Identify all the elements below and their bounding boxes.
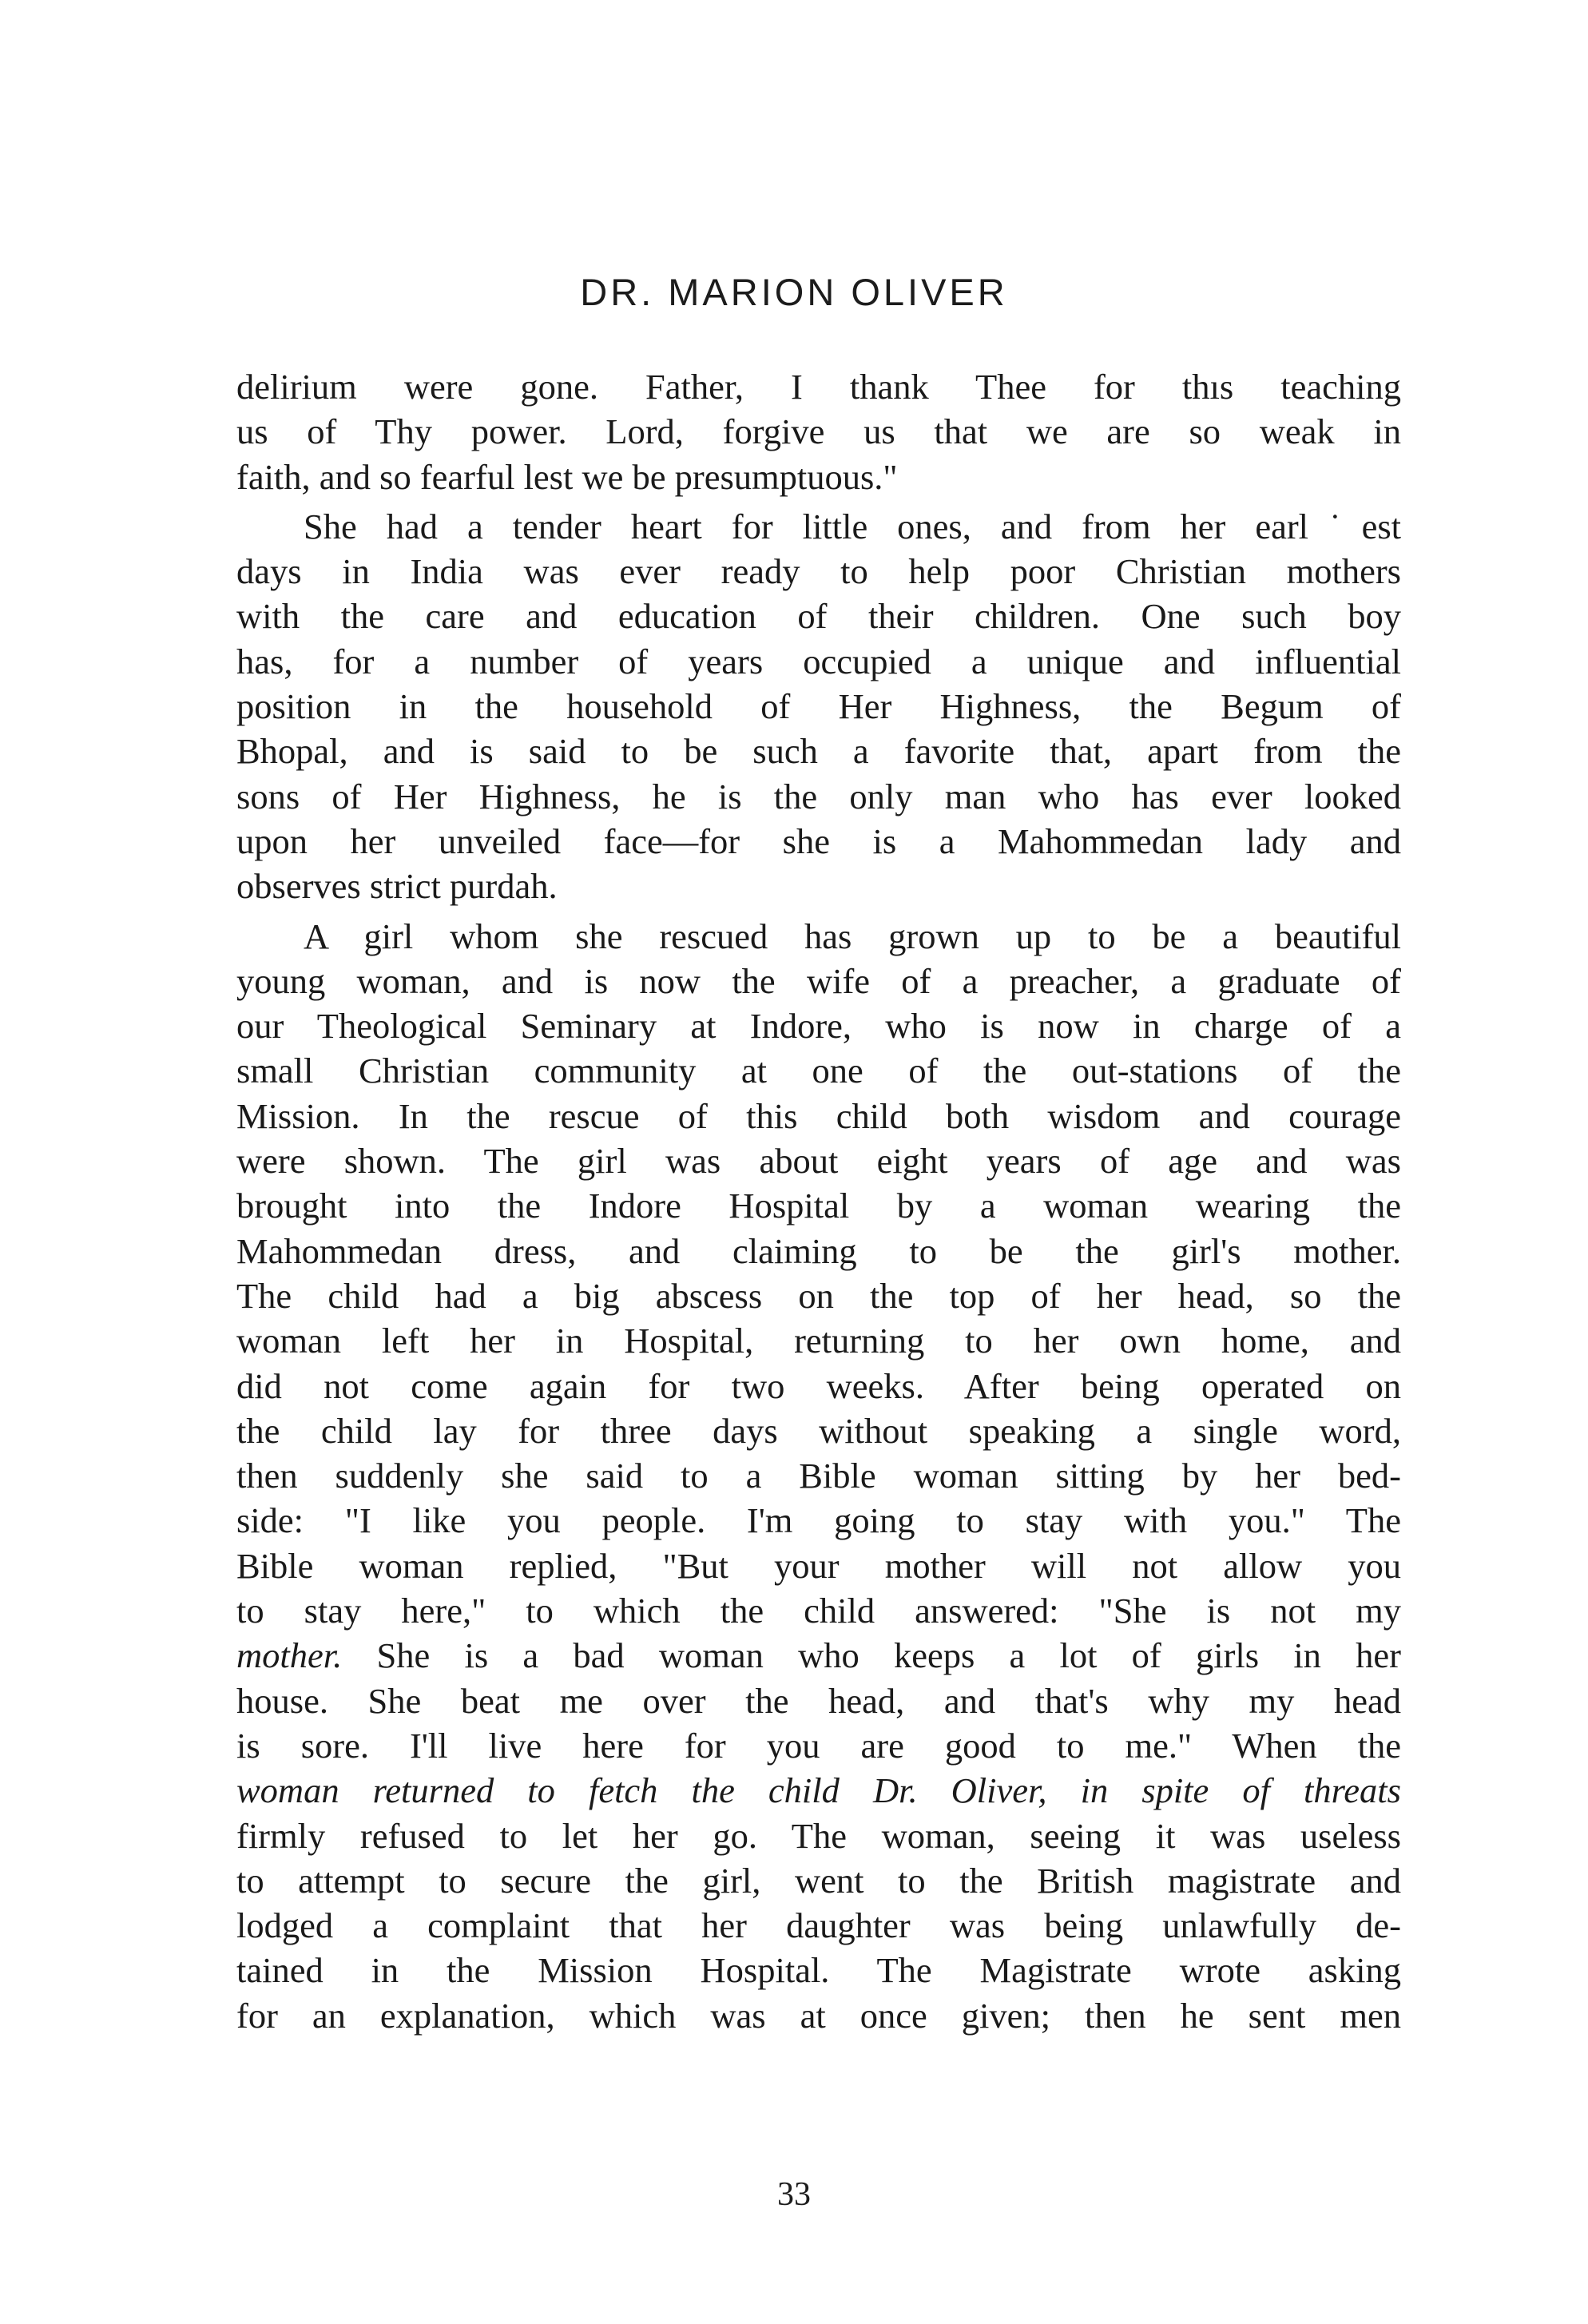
text-line: our Theological Seminary at Indore, who is now in charge of a xyxy=(236,1006,1401,1047)
text-line: position in the household of Her Highness, the Begum of xyxy=(236,686,1401,727)
text-line: with the care and education of their children. One such boy xyxy=(236,596,1401,637)
text-line: firmly refused to let her go. The woman, seeing it was useless xyxy=(236,1815,1401,1856)
text-line: house. She beat me over the head, and that's why my head xyxy=(236,1680,1401,1721)
text-line: brought into the Indore Hospital by a woman wearing the xyxy=(236,1186,1401,1226)
text-line: did not come again for two weeks. After being operated on xyxy=(236,1365,1401,1406)
italic-word: mother. xyxy=(236,1635,343,1676)
body-text xyxy=(236,364,1401,2038)
text-line: then suddenly she said to a Bible woman sitting by her bed- xyxy=(236,1456,1401,1496)
text-line: Bhopal, and is said to be such a favorite that, apart from the xyxy=(236,731,1401,772)
text-line: side: "I like you people. I'm going to stay with you." The xyxy=(236,1500,1401,1541)
text-line: observes strict purdah. xyxy=(236,866,558,907)
text-line: Bible woman replied, "But your mother will not allow you xyxy=(236,1545,1401,1586)
text-line-italic xyxy=(236,1768,1401,1813)
text-line: has, for a number of years occupied a unique and influential xyxy=(236,641,1401,681)
text-line: A girl whom she rescued has grown up to be a beautiful xyxy=(304,916,1401,956)
text-line: to attempt to secure the girl, went to the British magistrate and xyxy=(236,1860,1401,1901)
text-line: for an explanation, which was at once given; then he sent men xyxy=(236,1995,1401,2036)
running-head: DR. MARION OLIVER xyxy=(580,271,1008,313)
text-line: days in India was ever ready to help poor Christian mothers xyxy=(236,551,1401,592)
text-line: young woman, and is now the wife of a preacher, a graduate of xyxy=(236,960,1401,1001)
text-line: to stay here," to which the child answered: "She is not my xyxy=(236,1591,1401,1631)
text-line-rest: She is a bad woman who keeps a lot of girls in her xyxy=(342,1635,1401,1676)
text-line: is sore. I'll live here for you are good to me." When the xyxy=(236,1725,1401,1766)
text-line: small Christian community at one of the out-stations of the xyxy=(236,1051,1401,1091)
text-line: the child lay for three days without speaking a single word, xyxy=(236,1410,1401,1451)
text-line: Mahommedan dress, and claiming to be the girl's mother. xyxy=(236,1230,1401,1271)
text-line: sons of Her Highness, he is the only man who has ever looked xyxy=(236,776,1401,816)
text-line: upon her unveiled face—for she is a Mahommedan lady and xyxy=(236,820,1401,861)
text-line: us of Thy power. Lord, forgive us that we are so weak in xyxy=(236,411,1401,452)
text-line: woman left her in Hospital, returning to her own home, and xyxy=(236,1321,1401,1361)
text-line: were shown. The girl was about eight years of age and was xyxy=(236,1141,1401,1182)
text-line: lodged a complaint that her daughter was being unlawfully de- xyxy=(236,1905,1401,1946)
text-line: Mission. In the rescue of this child both wisdom and courage xyxy=(236,1095,1401,1136)
text-line-italic-start xyxy=(236,1633,1401,1678)
text-line: delirium were gone. Father, I thank Thee for thıs teaching xyxy=(236,367,1401,407)
text-line: tained in the Mission Hospital. The Magistrate wrote asking xyxy=(236,1950,1401,1991)
text-line: She had a tender heart for little ones, and from her earl˙est xyxy=(304,506,1401,546)
italic-line: woman returned to fetch the child Dr. Oliver, in spite of threats xyxy=(236,1770,1401,1811)
page-number: 33 xyxy=(777,2176,811,2213)
text-line: The child had a big abscess on the top of her head, so the xyxy=(236,1275,1401,1316)
text-line: faith, and so fearful lest we be presumptuous." xyxy=(236,456,898,497)
